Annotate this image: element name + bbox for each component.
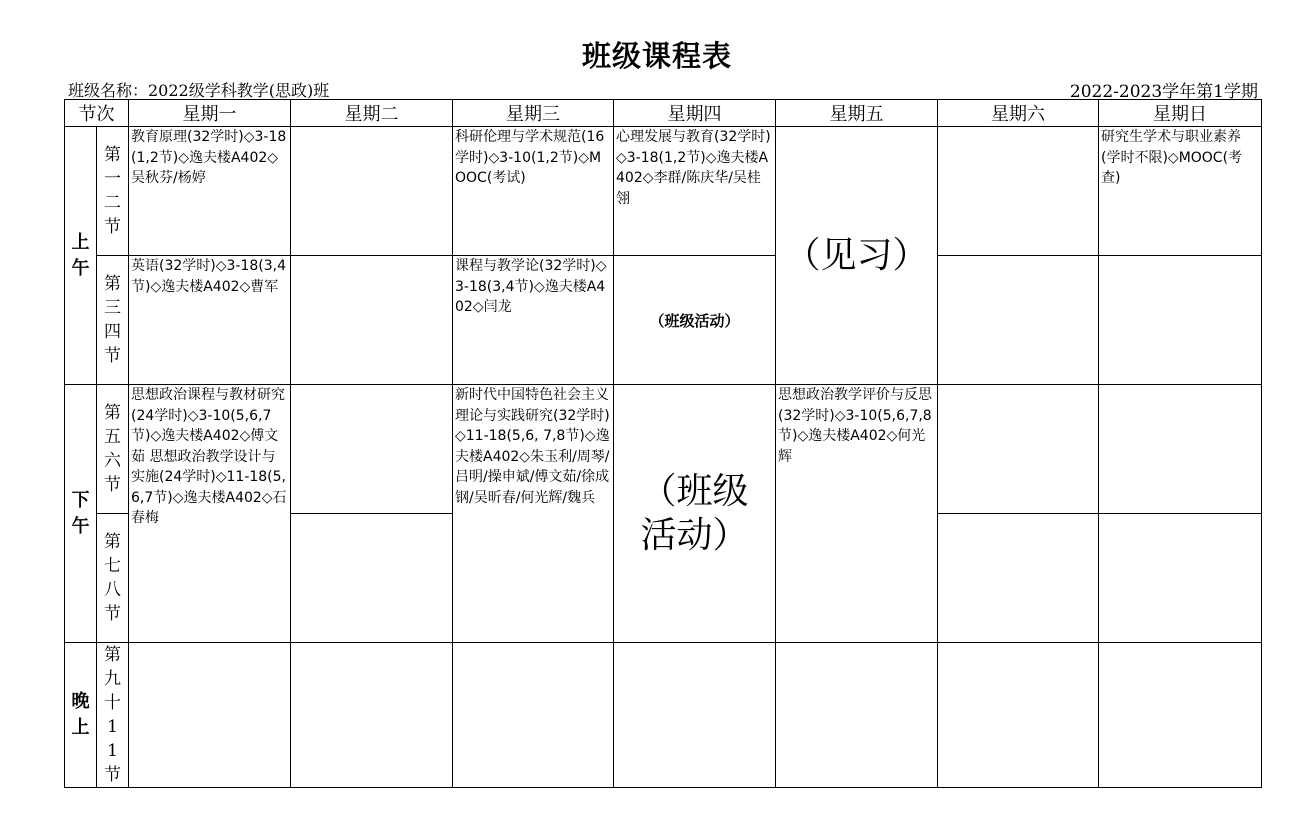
day-header-fri: 星期五	[776, 100, 938, 127]
slot-78: 第七八节	[97, 514, 129, 643]
course-thu-12: 心理发展与教育(32学时)◇3-18(1,2节)◇逸夫楼A402◇李群/陈庆华/吴桂翎	[614, 127, 776, 256]
timetable	[64, 99, 1261, 785]
class-name-label: 班级名称：2022级学科教学(思政)班	[68, 81, 330, 100]
slot-34: 第三四节	[97, 256, 129, 385]
cell-sun-56	[1099, 385, 1262, 514]
cell-fri-eve	[776, 643, 938, 788]
cell-tue-12	[291, 127, 453, 256]
cell-tue-78	[291, 514, 453, 643]
course-mon-pm: 思想政治课程与教材研究(24学时)◇3-10(5,6,7节)◇逸夫楼A402◇傅文茹 思想政治教学设计与实施(24学时)◇11-18(5,6,7节)◇逸夫楼A402◇石春梅	[129, 385, 291, 643]
slot-91011: 第九十11节	[97, 643, 129, 788]
term-label: 2022-2023学年第1学期	[1069, 82, 1258, 102]
day-header-sun: 星期日	[1099, 100, 1262, 127]
row-slot-34	[65, 256, 1262, 385]
cell-sat-56	[938, 385, 1099, 514]
course-wed-12: 科研伦理与学术规范(16学时)◇3-10(1,2节)◇MOOC(考试)	[453, 127, 614, 256]
cell-sun-34	[1099, 256, 1262, 385]
cell-wed-eve	[453, 643, 614, 788]
slot-56: 第五六节	[97, 385, 129, 514]
course-sun-12: 研究生学术与职业素养(学时不限)◇MOOC(考查)	[1099, 127, 1262, 256]
period-evening: 晚上	[65, 643, 97, 788]
cell-sun-78	[1099, 514, 1262, 643]
page-title: 班级课程表	[581, 39, 732, 73]
day-header-sat: 星期六	[938, 100, 1099, 127]
period-afternoon: 下午	[65, 385, 97, 643]
course-wed-34: 课程与教学论(32学时)◇3-18(3,4节)◇逸夫楼A402◇闫龙	[453, 256, 614, 385]
row-slot-56	[65, 385, 1262, 514]
cell-sat-eve	[938, 643, 1099, 788]
course-mon-12: 教育原理(32学时)◇3-18(1,2节)◇逸夫楼A402◇吴秋芬/杨婷	[129, 127, 291, 256]
course-fri-pm: 思想政治教学评价与反思(32学时)◇3-10(5,6,7,8节)◇逸夫楼A402◇何光辉	[776, 385, 938, 643]
cell-sat-12	[938, 127, 1099, 256]
row-slot-12	[65, 127, 1262, 256]
note-thu-pm: （班级活动）	[614, 385, 776, 643]
cell-tue-eve	[291, 643, 453, 788]
header-row	[65, 100, 1262, 127]
cell-tue-34	[291, 256, 453, 385]
cell-sun-eve	[1099, 643, 1262, 788]
day-header-wed: 星期三	[453, 100, 614, 127]
period-morning: 上午	[65, 127, 97, 385]
cell-sat-78	[938, 514, 1099, 643]
course-wed-pm: 新时代中国特色社会主义理论与实践研究(32学时)◇11-18(5,6, 7,8节)◇逸夫楼A402◇朱玉利/周琴/吕明/操申斌/傅文茹/徐成钢/吴昕春/何光辉/魏兵	[453, 385, 614, 643]
note-thu-34: （班级活动）	[614, 256, 776, 385]
day-header-tue: 星期二	[291, 100, 453, 127]
cell-sat-34	[938, 256, 1099, 385]
cell-thu-eve	[614, 643, 776, 788]
day-header-thu: 星期四	[614, 100, 776, 127]
slot-12: 第一二节	[97, 127, 129, 256]
cell-mon-eve	[129, 643, 291, 788]
day-header-mon: 星期一	[129, 100, 291, 127]
note-fri-morning: （见习）	[776, 127, 938, 385]
course-mon-34: 英语(32学时)◇3-18(3,4节)◇逸夫楼A402◇曹军	[129, 256, 291, 385]
period-column-header: 节次	[65, 100, 129, 127]
row-slot-91011	[65, 643, 1262, 788]
cell-tue-56	[291, 385, 453, 514]
